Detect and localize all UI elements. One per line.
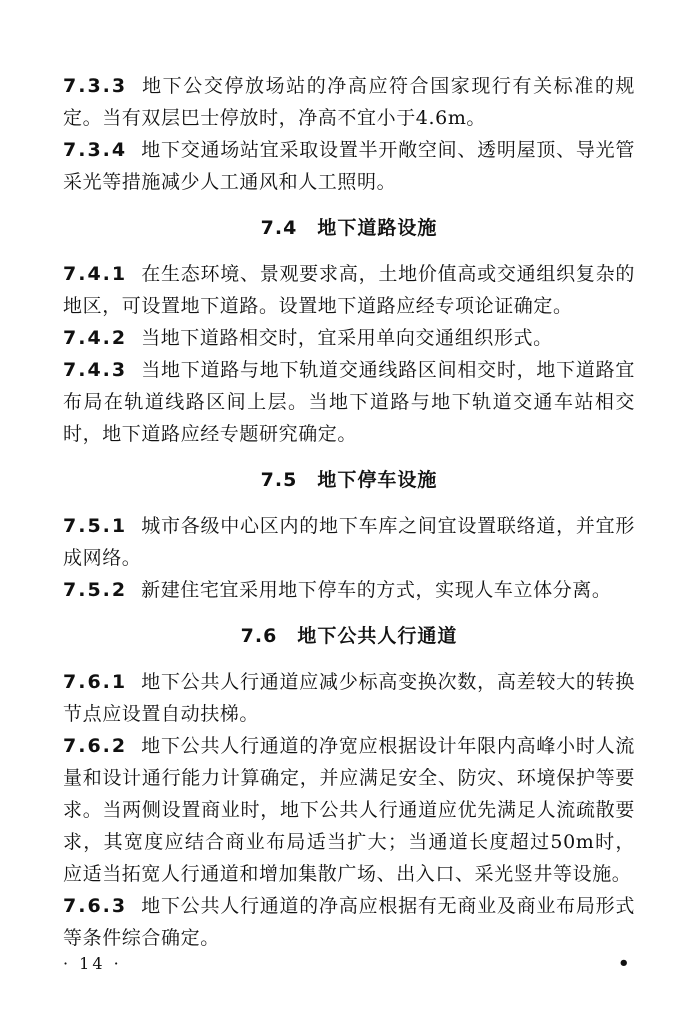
clause-text: 地下公共人行通道应减少标高变换次数，高差较大的转换节点应设置自动扶梯。 — [63, 671, 635, 725]
clause-number: 7.3.3 — [63, 75, 128, 97]
section-number: 7.6 — [240, 625, 278, 647]
clause-text: 地下交通场站宜采取设置半开敞空间、透明屋顶、导光管采光等措施减少人工通风和人工照明。 — [63, 139, 635, 193]
clause-7-3-3 — [63, 70, 635, 134]
section-title: 地下道路设施 — [317, 217, 438, 239]
clause-7-5-1 — [63, 510, 635, 574]
clause-text: 当地下道路与地下轨道交通线路区间相交时，地下道路宜布局在轨道线路区间上层。当地下道路与地下轨道交通车站相交时，地下道路应经专题研究确定。 — [63, 359, 635, 445]
clause-number: 7.5.2 — [63, 579, 128, 601]
clause-number: 7.6.3 — [63, 895, 128, 917]
clause-7-4-1 — [63, 258, 635, 322]
section-title: 地下停车设施 — [317, 469, 438, 491]
clause-number: 7.6.1 — [63, 671, 128, 693]
clause-7-5-2 — [63, 574, 635, 606]
page-number: · 14 · — [63, 954, 122, 973]
section-heading-7-4 — [63, 198, 635, 258]
clause-number: 7.5.1 — [63, 515, 128, 537]
clause-text: 当地下道路相交时，宜采用单向交通组织形式。 — [141, 327, 553, 349]
clause-text: 地下公交停放场站的净高应符合国家现行有关标准的规定。当有双层巴士停放时，净高不宜小于4.6m。 — [63, 75, 635, 129]
document-page — [63, 70, 635, 954]
clause-text: 地下公共人行通道的净高应根据有无商业及商业布局形式等条件综合确定。 — [63, 895, 635, 949]
footer-dot-mark: • — [618, 953, 630, 974]
clause-7-6-2 — [63, 730, 635, 890]
clause-7-6-1 — [63, 666, 635, 730]
section-heading-7-6 — [63, 606, 635, 666]
clause-number: 7.4.1 — [63, 263, 128, 285]
clause-7-4-2 — [63, 322, 635, 354]
section-number: 7.4 — [260, 217, 298, 239]
clause-7-6-3 — [63, 890, 635, 954]
clause-text: 新建住宅宜采用地下停车的方式，实现人车立体分离。 — [141, 579, 612, 601]
clause-7-3-4 — [63, 134, 635, 198]
clause-number: 7.4.3 — [63, 359, 128, 381]
clause-number: 7.4.2 — [63, 327, 128, 349]
clause-number: 7.3.4 — [63, 139, 128, 161]
clause-text: 地下公共人行通道的净宽应根据设计年限内高峰小时人流量和设计通行能力计算确定，并应满足安全、防灾、环境保护等要求。当两侧设置商业时，地下公共人行通道应优先满足人流疏散要求，其宽度应结合商业布局适当扩大；当通道长度超过50m时，应适当拓宽人行通道和增加集散广场、出入口、采光竖井等设施。 — [63, 735, 635, 885]
clause-7-4-3 — [63, 354, 635, 450]
clause-text: 城市各级中心区内的地下车库之间宜设置联络道，并宜形成网络。 — [63, 515, 635, 569]
clause-text: 在生态环境、景观要求高，土地价值高或交通组织复杂的地区，可设置地下道路。设置地下道路应经专项论证确定。 — [63, 263, 635, 317]
section-title: 地下公共人行通道 — [297, 625, 458, 647]
clause-number: 7.6.2 — [63, 735, 128, 757]
section-number: 7.5 — [260, 469, 298, 491]
section-heading-7-5 — [63, 450, 635, 510]
